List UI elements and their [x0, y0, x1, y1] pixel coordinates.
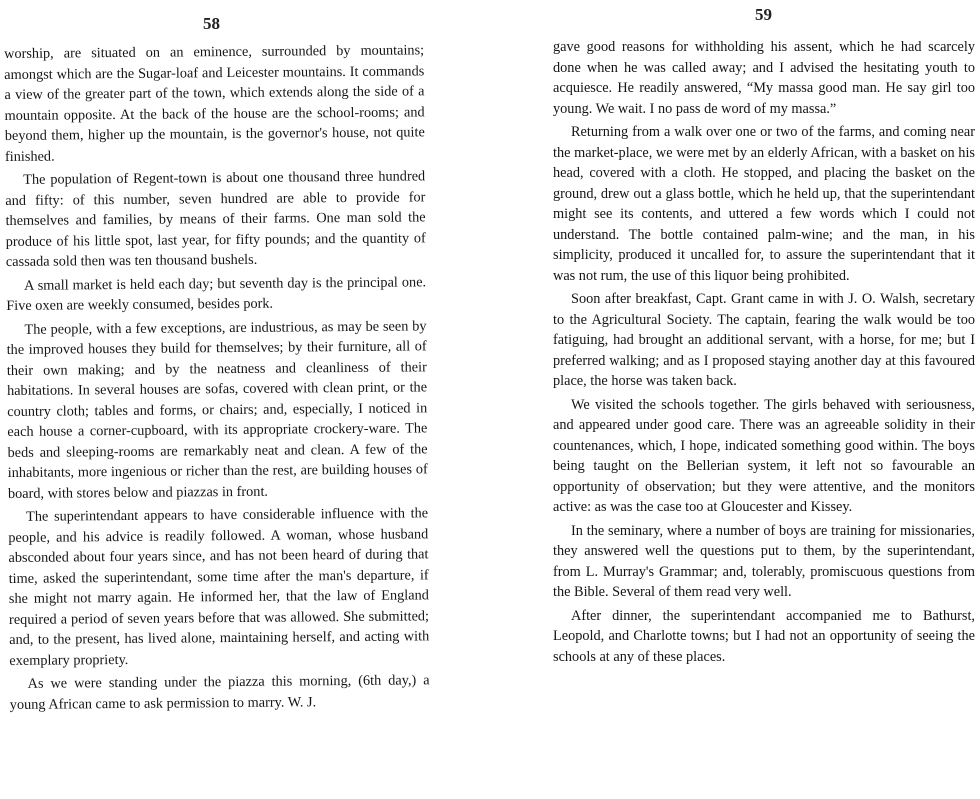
- paragraph: gave good reasons for withholding his assent, which he had scarcely done when he was called away; and I advised the hesitating youth to acquiesce. He readily answered, “My massa good man. He say girl too young. We wait. I no pass de word of my massa.”: [553, 39, 975, 117]
- paragraph: The people, with a few exceptions, are industrious, as may be seen by the improved houses they build for themselves; by their furniture, all of their own making; and by the neatness and cleanliness of their habitations. In several houses are sofas, covered with clean print, or the country cloth; tables and forms, or chairs; and, especially, I noticed in each house a corner-cupboard, with its appropriate crockery-ware. The beds and sleeping-rooms are remarkably neat and clean. A few of the inhabitants, more ingenious or richer than the rest, are building houses of board, with stores below and piazzas in front.: [6, 317, 428, 502]
- paragraph: In the seminary, where a number of boys are training for missionaries, they answered well the questions put to them, by the superintendant, from L. Murray's Grammar; and, tolerably, promiscuous questions from the Bible. Several of them read very well.: [553, 522, 975, 600]
- paragraph: Soon after breakfast, Capt. Grant came in with J. O. Walsh, secretary to the Agricultural Society. The captain, fearing the walk would be too fatiguing, had brought an additional servant, with a horse, for me; but I preferred walking; and as I proposed staying another day at this favoured place, the horse was taken back.: [553, 291, 975, 389]
- paragraph: Returning from a walk over one or two of the farms, and coming near the market-place, we were met by an elderly African, with a basket on his head, covered with a cloth. He stopped, and placing the basket on the ground, drew out a glass bottle, which he held up, that the superintendant might see its contents, and uttered a few words which I could not understand. The bottle contained palm-wine; and the man, in his simplicity, produced it uncalled for, to assure the superintendant that it was not rum, the use of this liquor being prohibited.: [553, 124, 975, 284]
- paragraph: We visited the schools together. The girls behaved with seriousness, and appeared under good care. There was an agreeable solidity in their countenances, which, I hope, indicated something good within. The boys being taught on the Bellerian system, it left not so favourable an opportunity of observation; but they were attentive, and the monitors active: as was the case too at Gloucester and Kissey.: [553, 396, 975, 515]
- paragraph: The superintendant appears to have considerable influence with the people, and his advice is readily followed. A woman, whose husband absconded about four years since, and has not been heard of during that time, asked the superintendant, some time after the man's departure, if she might not marry again. He informed her, that the law of England required a period of seven years before that was allowed. She submitted; and, to the present, has lived alone, maintaining herself, and acting with exemplary propriety.: [8, 505, 430, 669]
- paragraph: After dinner, the superintendant accompanied me to Bathurst, Leopold, and Charlotte towns; but I had not an opportunity of seeing the schools at any of these places.: [553, 607, 975, 665]
- right-page-text: [553, 37, 975, 670]
- paragraph: A small market is held each day; but seventh day is the principal one. Five oxen are weekly consumed, besides pork.: [6, 273, 427, 314]
- left-page-text: [4, 40, 430, 718]
- paragraph: As we were standing under the piazza this morning, (6th day,) a young African came to ask permission to marry. W. J.: [9, 672, 430, 713]
- paragraph: The population of Regent-town is about one thousand three hundred and fifty: of this number, seven hundred are able to provide for themselves and families, by means of their farms. One man sold the produce of his little spot, last year, for fifty pounds; and the quantity of cassada sold then was ten thousand bushels.: [5, 168, 426, 270]
- paragraph: worship, are situated on an eminence, surrounded by mountains; amongst which are the Sugar-loaf and Leicester mountains. It commands a view of the greater part of the town, which extends along the side of a mountain opposite. At the back of the house are the school-rooms; and beyond them, higher up the mountain, is the governor's house, not quite finished.: [4, 42, 425, 165]
- page-number-right: 59: [755, 5, 772, 24]
- page-number-left: 58: [203, 14, 220, 33]
